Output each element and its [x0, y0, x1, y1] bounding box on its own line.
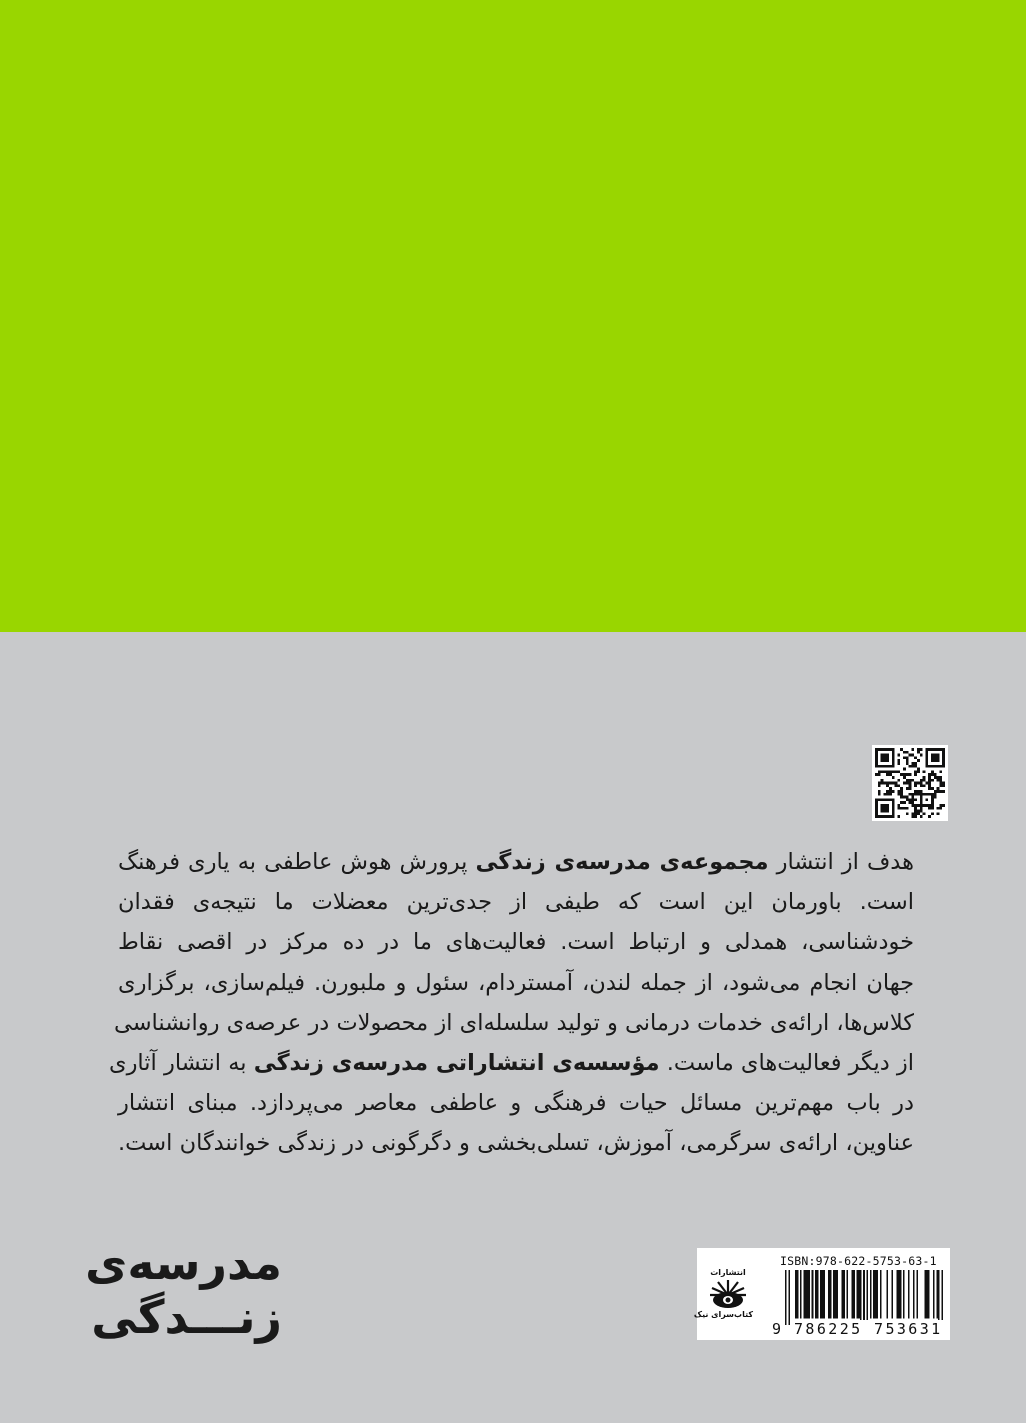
blurb-line [118, 1083, 914, 1123]
blurb-text: است. باورمان این است که طیفی از جدی‌ترین معضلات ما نتیجه‌ی فقدان [118, 889, 914, 916]
blurb-line [118, 882, 914, 922]
ean-digits: 786225 753631 [794, 1320, 943, 1338]
publisher-label-top: انتشارات [710, 1268, 746, 1277]
blurb-text: از دیگر فعالیت‌های ماست. [659, 1049, 914, 1076]
qr-code-icon [872, 745, 948, 821]
blurb-line [113, 1003, 914, 1043]
series-logo-line2: زنـــدگی [91, 1290, 282, 1344]
blurb-text: عناوین، ارائه‌ی سرگرمی، آموزش، تسلی‌بخشی و دگرگونی در زندگی خوانندگان است. [118, 1130, 914, 1157]
blurb-text: به انتشار آثاری [108, 1049, 254, 1076]
blurb-line [108, 1043, 914, 1083]
blurb-emphasis: مؤسسه‌ی انتشاراتی مدرسه‌ی زندگی [253, 1049, 660, 1076]
ean-first-digit: 9 [772, 1320, 782, 1338]
blurb-text: جهان انجام می‌شود، از جمله لندن، آمستردام، سئول و ملبورن. فیلم‌سازی، برگزاری [118, 969, 914, 996]
series-logo-line1: مدرسه‌ی [85, 1236, 282, 1290]
blurb-line [118, 1123, 914, 1163]
cover-top-panel [0, 0, 1026, 632]
barcode-icon [785, 1270, 943, 1325]
isbn-label: ISBN:978-622-5753-63-1 [780, 1254, 937, 1268]
blurb-text: کلاس‌ها، ارائه‌ی خدمات درمانی و تولید سلسله‌ای از محصولات در عرصه‌ی روانشناسی [113, 1009, 914, 1036]
blurb-text: پرورش هوش عاطفی به یاری فرهنگ [118, 849, 476, 875]
isbn-barcode-box [693, 1248, 950, 1340]
blurb-text: خودشناسی، همدلی و ارتباط است. فعالیت‌های ما در ده مرکز در اقصی نقاط [118, 929, 914, 956]
eye-sunburst-icon [709, 1279, 747, 1309]
blurb-line [118, 842, 914, 882]
back-cover-blurb [108, 842, 914, 1164]
blurb-line [118, 922, 914, 962]
publisher-logo [693, 1268, 753, 1330]
blurb-emphasis: مجموعه‌ی مدرسه‌ی زندگی [475, 849, 769, 875]
series-logo [85, 1236, 282, 1344]
publisher-label-bottom: کتاب‌سرای نیک [693, 1310, 753, 1319]
blurb-line [118, 963, 914, 1003]
blurb-text: هدف از انتشار [768, 849, 914, 875]
blurb-text: در باب مهم‌ترین مسائل حیات فرهنگی و عاطفی معاصر می‌پردازد. مبنای انتشار [118, 1090, 914, 1117]
